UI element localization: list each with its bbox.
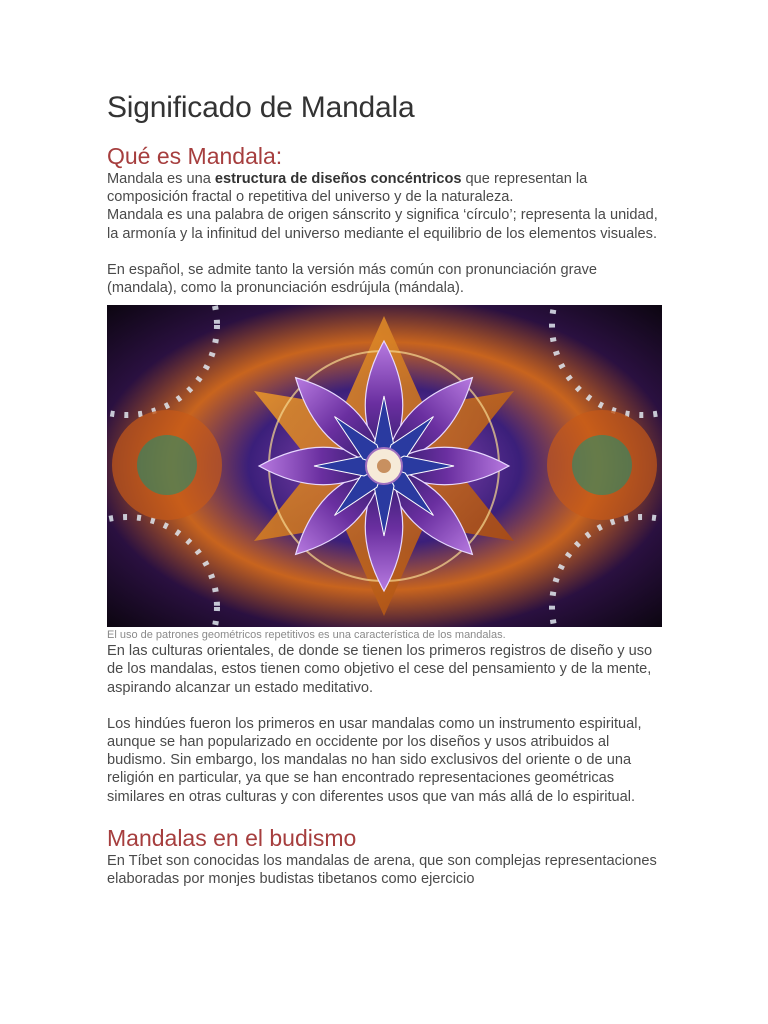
definition-bold-term: estructura de diseños concéntricos (214, 171, 462, 187)
spacer (107, 243, 662, 261)
section-heading-budismo: Mandalas en el budismo (107, 824, 357, 851)
paragraph-tibet: En Tíbet son conocidas los mandalas de arena, que son complejas representaciones elaboradas por monjes budistas tibetanos como ejercicio (107, 852, 657, 888)
paragraph-definition (107, 170, 662, 206)
definition-text-end: que representan la composición fractal o repetitiva del universo y de la naturaleza. (107, 171, 588, 206)
paragraph-pronunciation: En español, se admite tanto la versión más común con pronunciación grave (mandala), como la pronunciación esdrújula (mándala). (107, 261, 597, 297)
definition-text-start: Mandala es una (107, 171, 215, 187)
paragraph-hindues: Los hindúes fueron los primeros en usar mandalas como un instrumento espiritual, aunque se han popularizado en occidente por los diseños y usos atribuidos al budismo. Sin embargo, los mandalas no han sido exclusivos del oriente o de una religión en particular, ya que se han encontrado representaciones geométricas similares en otras culturas y con diferentes usos que van más allá de lo espiritual. (107, 715, 642, 805)
page-title: Significado de Mandala (107, 91, 415, 124)
spacer (107, 697, 662, 715)
paragraph-origin: Mandala es una palabra de origen sánscrito y significa ‘círculo’; representa la unidad, la armonía y la infinitud del universo mediante el equilibrio de los elementos visuales. (107, 207, 658, 242)
mandala-image (107, 305, 662, 627)
section-heading-que-es: Qué es Mandala: (107, 143, 283, 169)
paragraph-oriental: En las culturas orientales, de donde se tienen los primeros registros de diseño y uso de los mandalas, estos tienen como objetivo el cese del pensamiento y de la mente, aspirando alcanzar un estado meditativo. (107, 643, 653, 696)
image-caption: El uso de patrones geométricos repetitivos es una característica de los mandalas. (107, 629, 506, 642)
document-page (107, 88, 662, 888)
